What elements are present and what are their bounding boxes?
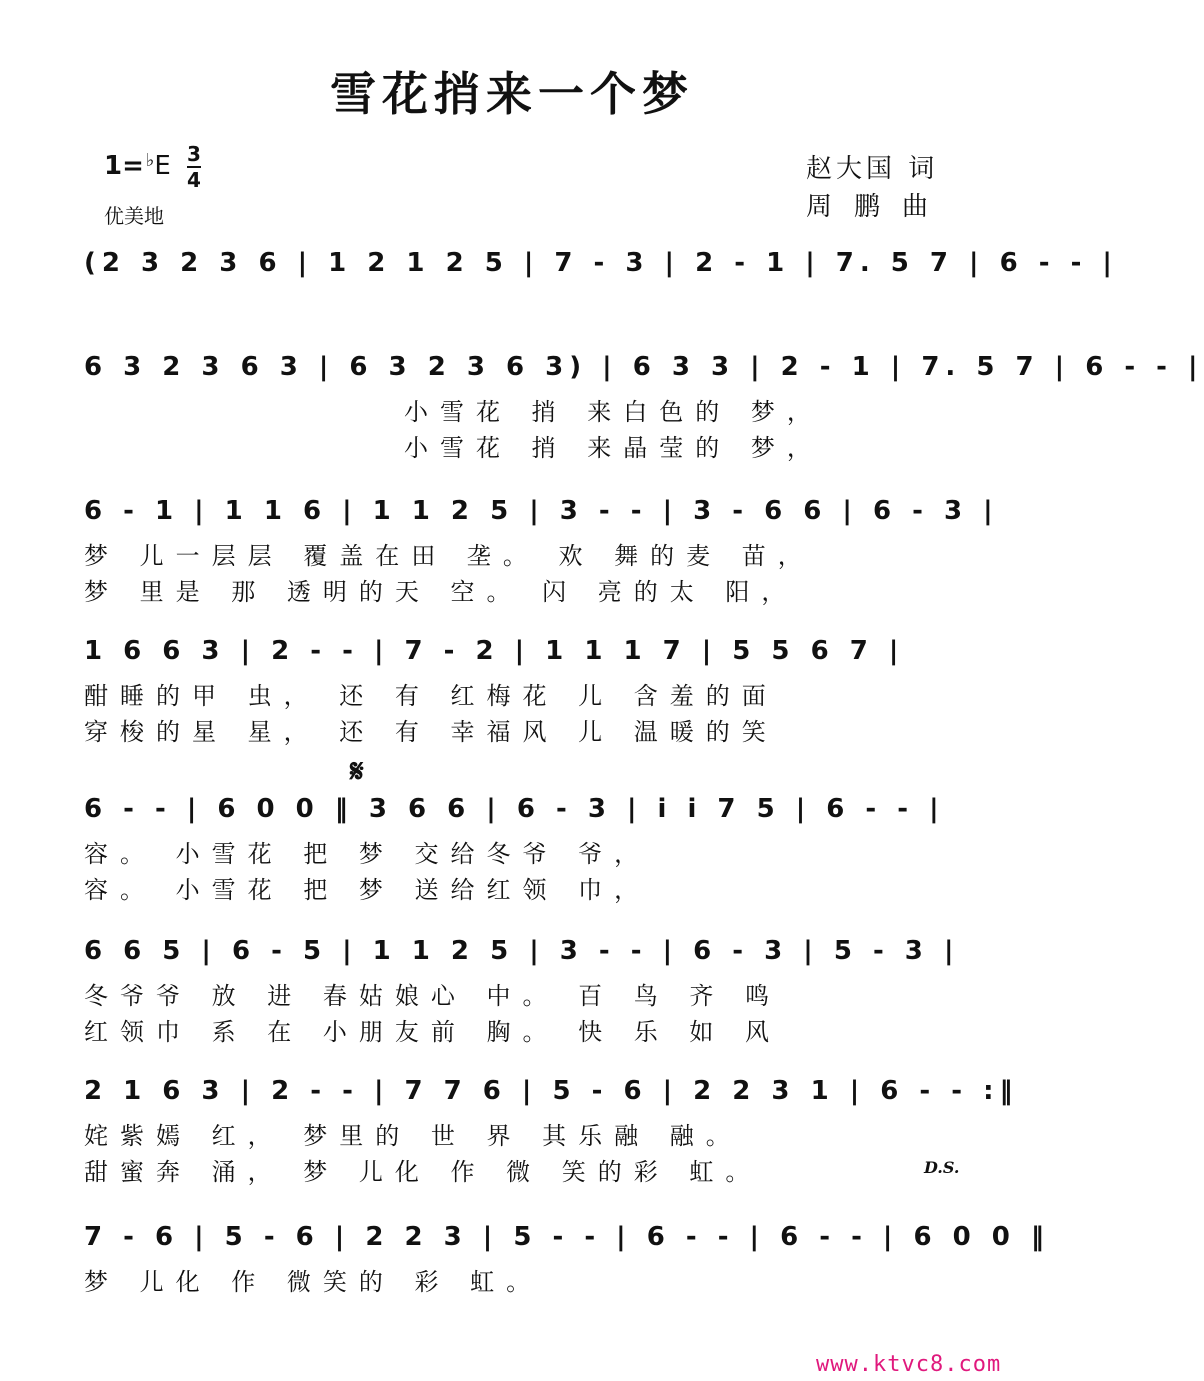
tempo-marking: 优美地 bbox=[104, 204, 164, 228]
notes-text: 6 6 5 | 6 - 5 | 1 1 2 5 | 3 - - | 6 - 3 | 5 - 3 | bbox=[84, 936, 960, 966]
key-note: E bbox=[154, 151, 171, 181]
staff-row bbox=[84, 492, 999, 608]
staff-row bbox=[84, 632, 964, 748]
staff-row bbox=[84, 244, 1118, 288]
lyric-line: 容。 小雪花 把 梦 交给冬爷 爷， bbox=[84, 840, 651, 868]
notes-line bbox=[84, 492, 999, 536]
lyric-line: 冬爷爷 放 进 春姑娘心 中。 百 鸟 齐 鸣 bbox=[84, 982, 782, 1010]
composer-credit: 周鹏曲 bbox=[806, 192, 951, 222]
staff-row bbox=[84, 932, 964, 1048]
ds-marking: D.S. bbox=[924, 1158, 960, 1177]
flat-sign: ♭ bbox=[145, 150, 155, 171]
notes-line bbox=[84, 932, 964, 976]
notes-line bbox=[84, 790, 964, 834]
staff-row bbox=[84, 348, 1204, 464]
notes-text: 6 3 2 3 6 3 | 6 3 2 3 6 3) | 6 3 3 | 2 - 1 | 7. 5 7 | 6 - - | bbox=[84, 352, 1204, 382]
lyric-line: 小雪花 捎 来白色的 梦， bbox=[404, 398, 823, 426]
segno-sign: 𝄋 bbox=[350, 752, 364, 790]
staff-row bbox=[84, 1218, 1050, 1298]
song-title: 雪花捎来一个梦 bbox=[330, 67, 694, 121]
key-prefix: 1= bbox=[104, 151, 144, 181]
notes-text: (2 3 2 3 6 | 1 2 1 2 5 | 7 - 3 | 2 - 1 | 7. 5 7 | 6 - - | bbox=[84, 248, 1118, 278]
lyric-line: 容。 小雪花 把 梦 送给红领 巾， bbox=[84, 876, 651, 904]
lyric-line: 红领巾 系 在 小朋友前 胸。 快 乐 如 风 bbox=[84, 1018, 782, 1046]
notes-text: 6 - - | 6 0 0 ‖ 3 6 6 | 6 - 3 | i i 7 5 | 6 - - | bbox=[84, 794, 945, 824]
lyric-line: 甜蜜奔 涌， 梦 儿化 作 微 笑的彩 虹。 bbox=[84, 1158, 762, 1186]
lyric-line: 梦 儿一层层 覆盖在田 垄。 欢 舞的麦 苗， bbox=[84, 542, 814, 570]
key-signature bbox=[104, 150, 171, 181]
notes-text: 7 - 6 | 5 - 6 | 2 2 3 | 5 - - | 6 - - | 6 - - | 6 0 0 ‖ bbox=[84, 1222, 1050, 1252]
lyric-line: 姹紫嫣 红， 梦里的 世 界 其乐融 融。 bbox=[84, 1122, 742, 1150]
notes-text: 1 6 6 3 | 2 - - | 7 - 2 | 1 1 1 7 | 5 5 6 7 | bbox=[84, 636, 905, 666]
notes-line bbox=[84, 244, 1118, 288]
time-top: 3 bbox=[187, 142, 201, 166]
notes-line bbox=[84, 1218, 1050, 1262]
time-signature bbox=[186, 142, 202, 192]
notes-line bbox=[84, 348, 1204, 392]
watermark: www.ktvc8.com bbox=[816, 1352, 1002, 1377]
notes-text: 2 1 6 3 | 2 - - | 7 7 6 | 5 - 6 | 2 2 3 1 | 6 - - :‖ bbox=[84, 1076, 1019, 1106]
staff-row bbox=[84, 790, 964, 906]
staff-row bbox=[84, 1072, 1019, 1188]
lyric-line: 小雪花 捎 来晶莹的 梦， bbox=[404, 434, 823, 462]
lyric-line: 酣睡的甲 虫， 还 有 红梅花 儿 含羞的面 bbox=[84, 682, 778, 710]
notes-line bbox=[84, 1072, 1019, 1116]
time-bottom: 4 bbox=[187, 168, 201, 192]
notes-line bbox=[84, 632, 964, 676]
lyric-line: 梦 里是 那 透明的天 空。 闪 亮的太 阳， bbox=[84, 578, 798, 606]
lyric-line: 梦 儿化 作 微笑的 彩 虹。 bbox=[84, 1268, 543, 1296]
lyricist-credit: 赵大国 词 bbox=[806, 154, 939, 184]
lyric-line: 穿梭的星 星， 还 有 幸福风 儿 温暖的笑 bbox=[84, 718, 778, 746]
notes-text: 6 - 1 | 1 1 6 | 1 1 2 5 | 3 - - | 3 - 6 6 | 6 - 3 | bbox=[84, 496, 999, 526]
